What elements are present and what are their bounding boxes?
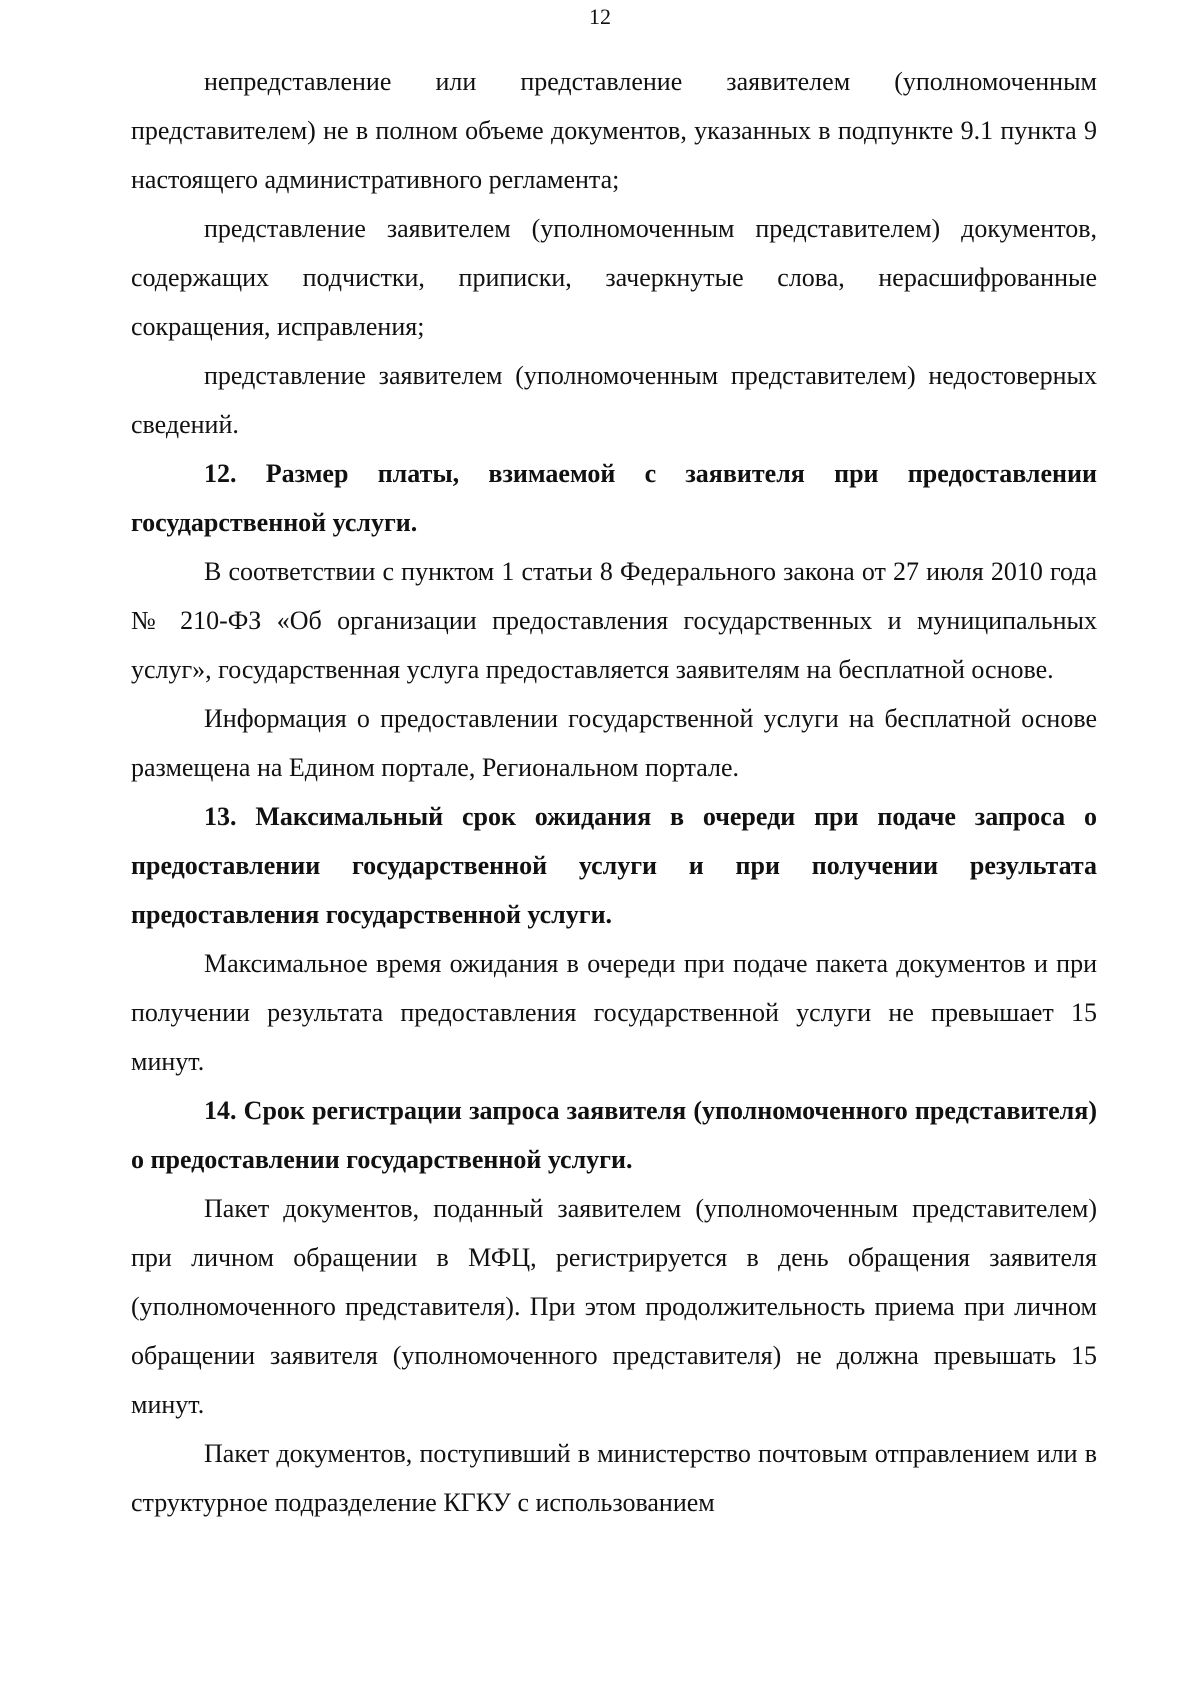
paragraph-waiting-time: Максимальное время ожидания в очереди при подаче пакета документов и при получении результата предоставления государственной услуги не превышает 15 минут.	[131, 949, 1097, 1076]
page-number: 12	[589, 4, 611, 29]
paragraph-missing-documents: непредставление или представление заявителем (уполномоченным представителем) не в полном объеме документов, указанных в подпункте 9.1 пункта 9 настоящего административного регламента;	[131, 67, 1097, 194]
paragraph-registration-mail: Пакет документов, поступивший в министерство почтовым отправлением или в структурное подразделение КГКУ с использованием	[131, 1439, 1097, 1517]
paragraph-registration-mfc: Пакет документов, поданный заявителем (уполномоченным представителем) при личном обращении в МФЦ, регистрируется в день обращения заявителя (уполномоченного представителя). При этом продолжительность приема при личном обращении заявителя (уполномоченного представителя) не должна превышать 15 минут.	[131, 1194, 1097, 1419]
paragraph-portal-information: Информация о предоставлении государственной услуги на бесплатной основе размещена на Едином портале, Региональном портале.	[131, 704, 1097, 782]
section-heading-14: 14. Срок регистрации запроса заявителя (уполномоченного представителя) о предоставлении государственной услуги.	[131, 1096, 1097, 1174]
section-heading-13: 13. Максимальный срок ожидания в очереди при подаче запроса о предоставлении государственной услуги и при получении результата предоставления государственной услуги.	[131, 802, 1097, 929]
paragraph-free-of-charge: В соответствии с пунктом 1 статьи 8 Федерального закона от 27 июля 2010 года № 210-ФЗ «Об организации предоставления государственных и муниципальных услуг», государственная услуга предоставляется заявителям на бесплатной основе.	[131, 557, 1097, 684]
section-heading-12: 12. Размер платы, взимаемой с заявителя при предоставлении государственной услуги.	[131, 459, 1097, 537]
document-body	[131, 57, 1097, 1527]
paragraph-false-information: представление заявителем (уполномоченным представителем) недостоверных сведений.	[131, 361, 1097, 439]
paragraph-corrections: представление заявителем (уполномоченным представителем) документов, содержащих подчистки, приписки, зачеркнутые слова, нерасшифрованные сокращения, исправления;	[131, 214, 1097, 341]
